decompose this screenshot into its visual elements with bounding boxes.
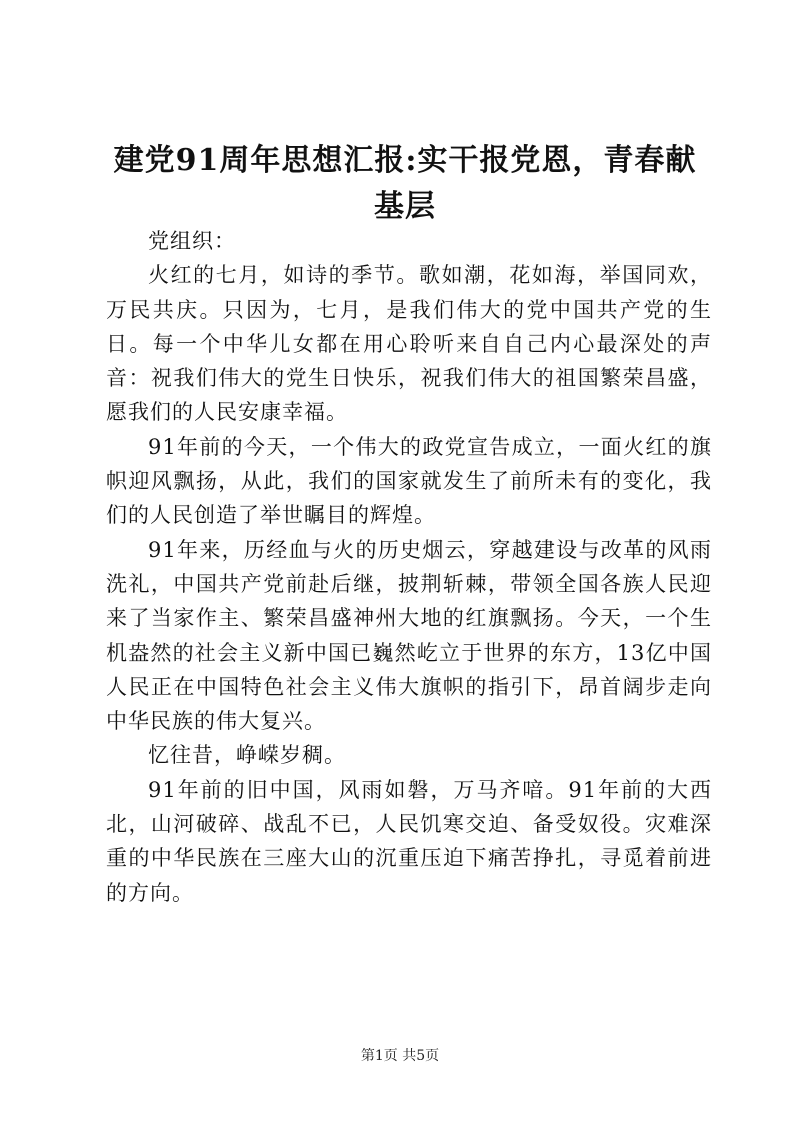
- salutation: 党组织：: [148, 229, 236, 253]
- document-body: [106, 224, 712, 910]
- paragraph-4: 忆往昔，峥嵘岁稠。: [148, 743, 346, 768]
- paragraph-2: 91年前的今天，一个伟大的政党宣告成立，一面火红的旗帜迎风飘扬，从此，我们的国家就发生了前所未有的变化，我们的人民创造了举世瞩目的辉煌。: [106, 434, 712, 528]
- paragraph-5: 91年前的旧中国，风雨如磐，万马齐喑。91年前的大西北，山河破碎、战乱不已，人民饥寒交迫、备受奴役。灾难深重的中华民族在三座大山的沉重压迫下痛苦挣扎，寻觅着前进的方向。: [106, 777, 712, 905]
- paragraph-1: 火红的七月，如诗的季节。歌如潮，花如海，举国同欢，万民共庆。只因为，七月，是我们伟大的党中国共产党的生日。每一个中华儿女都在用心聆听来自自己内心最深处的声音：祝我们伟大的党生日快乐，祝我们伟大的祖国繁荣昌盛，愿我们的人民安康幸福。: [106, 263, 712, 425]
- page-number-footer: 第1页 共5页: [360, 1048, 440, 1064]
- document-title: 建党91周年思想汇报:实干报党恩，青春献基层: [113, 143, 697, 224]
- paragraph-3: 91年来，历经血与火的历史烟云，穿越建设与改革的风雨洗礼，中国共产党前赴后继，披荆斩棘，带领全国各族人民迎来了当家作主、繁荣昌盛神州大地的红旗飘扬。今天，一个生机盎然的社会主义新中国已巍然屹立于世界的东方，13亿中国人民正在中国特色社会主义伟大旗帜的指引下，昂首阔步走向中华民族的伟大复兴。: [106, 537, 712, 734]
